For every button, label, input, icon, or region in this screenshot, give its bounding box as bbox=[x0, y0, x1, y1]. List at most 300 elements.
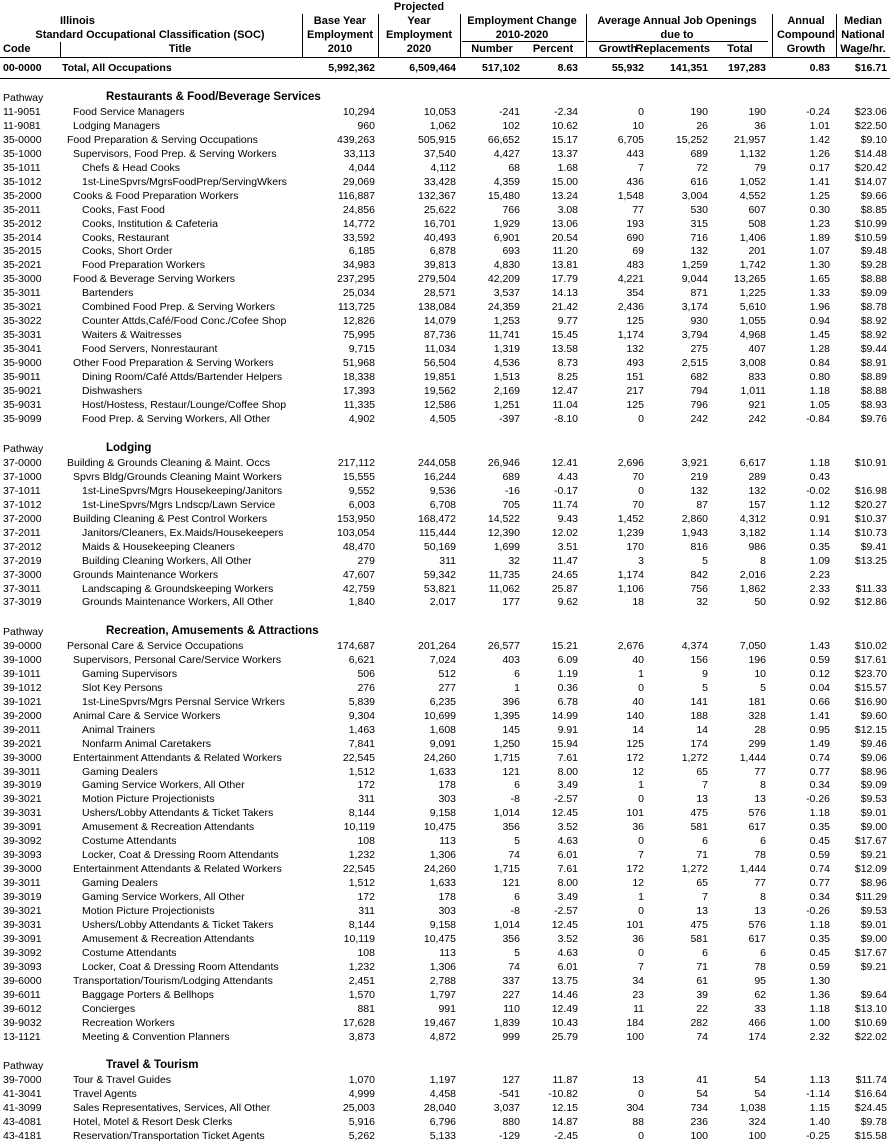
change-number-cell: 3,537 bbox=[493, 287, 520, 299]
projected-employment-cell: 115,444 bbox=[418, 527, 456, 539]
median-wage-cell: $9.01 bbox=[860, 807, 887, 819]
growth-openings-cell: 70 bbox=[632, 499, 644, 511]
total-openings-cell: 132 bbox=[748, 485, 766, 497]
projected-employment-cell: 9,158 bbox=[429, 919, 456, 931]
change-percent-cell: 20.54 bbox=[551, 232, 578, 244]
replacement-openings-cell: 242 bbox=[690, 413, 708, 425]
total-openings-cell: 508 bbox=[748, 218, 766, 230]
total-openings-cell: 3,008 bbox=[739, 357, 766, 369]
change-percent-cell: 8.73 bbox=[557, 357, 578, 369]
change-number-cell: -8 bbox=[510, 905, 520, 917]
base-employment-cell: 506 bbox=[357, 668, 375, 680]
code-cell: 39-0000 bbox=[3, 640, 42, 652]
annual-growth-cell: 1.05 bbox=[809, 399, 830, 411]
change-number-cell: 5 bbox=[514, 835, 520, 847]
total-openings-cell: 78 bbox=[754, 961, 766, 973]
change-header-1: Employment Change bbox=[467, 15, 577, 27]
code-cell: 39-3031 bbox=[3, 807, 42, 819]
growth-openings-cell: 3 bbox=[638, 555, 644, 567]
title-cell: Tour & Travel Guides bbox=[73, 1074, 172, 1086]
median-wage-cell: $8.92 bbox=[860, 315, 887, 327]
projected-employment-cell: 9,158 bbox=[429, 807, 456, 819]
growth-openings-cell: 101 bbox=[626, 919, 644, 931]
projected-employment-cell: 4,505 bbox=[429, 413, 456, 425]
change-percent-cell: 7.61 bbox=[557, 863, 578, 875]
change-number-cell: 1,699 bbox=[493, 541, 520, 553]
replacement-openings-cell: 65 bbox=[696, 877, 708, 889]
total-openings-cell: 1,862 bbox=[739, 583, 766, 595]
replacement-openings-cell: 72 bbox=[696, 162, 708, 174]
projected-employment-cell: 1,633 bbox=[429, 766, 456, 778]
projected-employment-cell: 33,428 bbox=[423, 176, 456, 188]
projected-employment-cell: 40,493 bbox=[423, 232, 456, 244]
median-wage-cell: $20.42 bbox=[854, 162, 887, 174]
openings-underline bbox=[588, 41, 768, 42]
base-employment-cell: 12,826 bbox=[342, 315, 375, 327]
title-cell: Travel Agents bbox=[73, 1088, 137, 1100]
projected-employment-cell: 10,475 bbox=[423, 933, 456, 945]
projected-employment-cell: 10,053 bbox=[423, 106, 456, 118]
median-wage-cell: $9.00 bbox=[860, 933, 887, 945]
change-percent-cell: -2.34 bbox=[554, 106, 578, 118]
title-column-header: Title bbox=[168, 43, 192, 55]
projected-employment-cell: 1,633 bbox=[429, 877, 456, 889]
code-divider bbox=[60, 42, 61, 57]
base-employment-cell: 237,295 bbox=[337, 273, 375, 285]
change-percent-cell: 12.45 bbox=[551, 919, 578, 931]
growth-openings-cell: 2,676 bbox=[617, 640, 644, 652]
title-cell: Reservation/Transportation Ticket Agents bbox=[73, 1130, 265, 1142]
title-cell: Gaming Service Workers, All Other bbox=[82, 779, 245, 791]
change-number-cell: -8 bbox=[510, 793, 520, 805]
projected-employment-cell: 178 bbox=[438, 891, 456, 903]
openings-divider bbox=[772, 14, 773, 57]
projected-employment-cell: 1,306 bbox=[429, 849, 456, 861]
change-number-cell: 356 bbox=[502, 821, 520, 833]
change-number-cell: 121 bbox=[502, 766, 520, 778]
annual-growth-cell: 1.49 bbox=[809, 738, 830, 750]
title-cell: Cooks, Institution & Cafeteria bbox=[82, 218, 218, 230]
total-openings-cell: 576 bbox=[748, 919, 766, 931]
projected-employment-cell: 168,472 bbox=[418, 513, 456, 525]
title-cell: Animal Care & Service Workers bbox=[73, 710, 221, 722]
total-replacement-openings-cell: 141,351 bbox=[670, 62, 708, 74]
change-percent-cell: 8.00 bbox=[557, 766, 578, 778]
code-cell: 35-2011 bbox=[3, 204, 41, 216]
annual-growth-cell: 0.35 bbox=[809, 821, 830, 833]
code-cell: 39-3092 bbox=[3, 835, 42, 847]
code-cell: 37-3019 bbox=[3, 596, 42, 608]
change-percent-cell: 14.13 bbox=[551, 287, 578, 299]
annual-growth-cell: 1.01 bbox=[809, 120, 830, 132]
change-percent-cell: 13.24 bbox=[551, 190, 578, 202]
projected-employment-cell: 178 bbox=[438, 779, 456, 791]
change-percent-cell: 7.61 bbox=[557, 752, 578, 764]
annual-header-1: Annual bbox=[787, 15, 825, 27]
title-cell: Supervisors, Personal Care/Service Workers bbox=[73, 654, 282, 666]
total-openings-cell: 54 bbox=[754, 1088, 766, 1100]
total-base-employment-cell: 5,992,362 bbox=[328, 62, 375, 74]
median-wage-cell: $8.93 bbox=[860, 399, 887, 411]
projected-employment-cell: 11,034 bbox=[424, 343, 456, 355]
total-openings-cell: 466 bbox=[748, 1017, 766, 1029]
base-employment-cell: 172 bbox=[357, 891, 375, 903]
projected-employment-cell: 24,260 bbox=[423, 752, 456, 764]
base-employment-cell: 34,983 bbox=[342, 259, 375, 271]
change-number-cell: 1,715 bbox=[493, 863, 520, 875]
total-openings-cell: 174 bbox=[748, 1031, 766, 1043]
annual-growth-cell: 1.18 bbox=[809, 385, 830, 397]
change-number-cell: 12,390 bbox=[487, 527, 520, 539]
projected-employment-cell: 19,467 bbox=[423, 1017, 456, 1029]
base-employment-cell: 279 bbox=[357, 555, 375, 567]
growth-openings-cell: 493 bbox=[626, 357, 644, 369]
change-number-cell: 6 bbox=[514, 891, 520, 903]
total-openings-cell: 13 bbox=[754, 905, 766, 917]
annual-growth-cell: 0.59 bbox=[809, 961, 830, 973]
projected-employment-cell: 4,872 bbox=[429, 1031, 456, 1043]
base-employment-cell: 276 bbox=[357, 682, 375, 694]
annual-growth-cell: 1.07 bbox=[809, 245, 830, 257]
total-openings-cell: 181 bbox=[748, 696, 766, 708]
change-number-cell: 11,062 bbox=[488, 583, 520, 595]
change-number-cell: 11,735 bbox=[488, 569, 520, 581]
code-cell: 35-3022 bbox=[3, 315, 42, 327]
base-employment-cell: 17,393 bbox=[342, 385, 375, 397]
projected-employment-cell: 14,079 bbox=[423, 315, 456, 327]
change-percent-cell: 9.91 bbox=[557, 724, 578, 736]
median-wage-cell: $9.66 bbox=[860, 190, 887, 202]
total-openings-cell: 5,610 bbox=[739, 301, 766, 313]
replacement-openings-cell: 100 bbox=[690, 1130, 708, 1142]
median-wage-cell: $13.10 bbox=[854, 1003, 887, 1015]
median-wage-cell: $9.28 bbox=[860, 259, 887, 271]
growth-openings-cell: 6,705 bbox=[617, 134, 644, 146]
growth-openings-cell: 1,174 bbox=[617, 569, 644, 581]
annual-growth-cell: 0.66 bbox=[809, 696, 830, 708]
code-cell: 39-1012 bbox=[3, 682, 42, 694]
median-wage-cell: $10.73 bbox=[854, 527, 887, 539]
change-percent-cell: 15.17 bbox=[551, 134, 578, 146]
replacement-openings-cell: 842 bbox=[690, 569, 708, 581]
growth-openings-cell: 436 bbox=[626, 176, 644, 188]
change-percent-cell: 14.46 bbox=[551, 989, 578, 1001]
growth-openings-cell: 12 bbox=[632, 766, 644, 778]
base-employment-cell: 4,902 bbox=[348, 413, 375, 425]
projected-employment-cell: 505,915 bbox=[418, 134, 456, 146]
replacement-openings-cell: 716 bbox=[690, 232, 708, 244]
code-cell: 35-1012 bbox=[3, 176, 42, 188]
base-employment-cell: 174,687 bbox=[337, 640, 375, 652]
total-openings-cell: 328 bbox=[748, 710, 766, 722]
title-cell: Locker, Coat & Dressing Room Attendants bbox=[82, 961, 279, 973]
total-openings-cell: 6 bbox=[760, 835, 766, 847]
annual-growth-cell: 0.84 bbox=[809, 357, 830, 369]
total-total-openings-cell: 197,283 bbox=[728, 62, 766, 74]
annual-growth-cell: 1.23 bbox=[809, 218, 830, 230]
growth-openings-cell: 70 bbox=[632, 471, 644, 483]
total-openings-cell: 3,182 bbox=[739, 527, 766, 539]
median-wage-cell: $17.67 bbox=[854, 947, 887, 959]
change-number-cell: 5 bbox=[514, 947, 520, 959]
total-openings-cell: 921 bbox=[748, 399, 766, 411]
change-percent-cell: 6.09 bbox=[557, 654, 578, 666]
median-wage-cell: $8.78 bbox=[860, 301, 887, 313]
base-employment-cell: 22,545 bbox=[342, 863, 375, 875]
code-cell: 35-9099 bbox=[3, 413, 42, 425]
title-cell: Landscaping & Groundskeeping Workers bbox=[82, 583, 274, 595]
title-cell: Cooks & Food Preparation Workers bbox=[73, 190, 239, 202]
change-number-cell: 32 bbox=[508, 555, 520, 567]
projected-employment-cell: 9,536 bbox=[429, 485, 456, 497]
total-openings-cell: 1,055 bbox=[739, 315, 766, 327]
code-cell: 35-3031 bbox=[3, 329, 42, 341]
replacement-openings-cell: 1,259 bbox=[681, 259, 708, 271]
title-cell: Spvrs Bldg/Grounds Cleaning Maint Workers bbox=[73, 471, 282, 483]
annual-growth-cell: 0.77 bbox=[809, 766, 830, 778]
title-cell: Waiters & Waitresses bbox=[82, 329, 182, 341]
annual-growth-cell: 0.35 bbox=[809, 541, 830, 553]
code-column-header: Code bbox=[3, 43, 31, 55]
annual-growth-cell: 0.12 bbox=[809, 668, 830, 680]
state-label: Illinois bbox=[60, 15, 95, 27]
title-cell: Host/Hostess, Restaur/Lounge/Coffee Shop bbox=[82, 399, 287, 411]
base-employment-cell: 1,570 bbox=[348, 989, 375, 1001]
annual-growth-cell: 1.33 bbox=[809, 287, 830, 299]
base-employment-cell: 2,451 bbox=[348, 975, 375, 987]
median-wage-cell: $8.85 bbox=[860, 204, 887, 216]
annual-header-3: Growth bbox=[786, 43, 826, 55]
growth-openings-cell: 0 bbox=[638, 682, 644, 694]
code-cell: 39-3093 bbox=[3, 961, 42, 973]
title-cell: Gaming Dealers bbox=[82, 766, 158, 778]
change-percent-cell: 6.01 bbox=[557, 849, 578, 861]
base-divider bbox=[378, 14, 379, 57]
annual-growth-cell: 0.77 bbox=[809, 877, 830, 889]
code-cell: 41-3099 bbox=[3, 1102, 42, 1114]
base-employment-cell: 311 bbox=[358, 905, 375, 917]
change-number-cell: 1,929 bbox=[493, 218, 520, 230]
base-employment-cell: 22,545 bbox=[342, 752, 375, 764]
median-header-1: Median bbox=[844, 15, 882, 27]
change-percent-cell: -10.82 bbox=[548, 1088, 578, 1100]
total-openings-cell: 10 bbox=[754, 668, 766, 680]
growth-openings-cell: 88 bbox=[632, 1116, 644, 1128]
total-openings-cell: 289 bbox=[748, 471, 766, 483]
base-employment-cell: 6,185 bbox=[348, 245, 375, 257]
projected-employment-cell: 6,235 bbox=[429, 696, 456, 708]
pathway-title: Travel & Tourism bbox=[106, 1059, 199, 1071]
title-cell: 1st-LineSpvrs/Mgrs Housekeeping/Janitors bbox=[82, 485, 283, 497]
replacement-openings-cell: 4,374 bbox=[681, 640, 708, 652]
change-percent-cell: 11.87 bbox=[552, 1074, 578, 1086]
growth-openings-cell: 14 bbox=[632, 724, 644, 736]
replacement-openings-cell: 132 bbox=[690, 485, 708, 497]
replacement-openings-cell: 1,272 bbox=[681, 752, 708, 764]
median-wage-cell: $12.09 bbox=[854, 863, 887, 875]
replacement-openings-cell: 734 bbox=[690, 1102, 708, 1114]
code-cell: 35-1011 bbox=[3, 162, 41, 174]
median-wage-cell: $10.69 bbox=[854, 1017, 887, 1029]
projected-employment-cell: 138,084 bbox=[418, 301, 456, 313]
pathway-label: Pathway bbox=[3, 1060, 44, 1072]
base-employment-cell: 8,144 bbox=[348, 919, 375, 931]
total-openings-cell: 78 bbox=[754, 849, 766, 861]
annual-growth-cell: 1.36 bbox=[809, 989, 830, 1001]
growth-openings-cell: 483 bbox=[626, 259, 644, 271]
annual-growth-cell: 1.96 bbox=[809, 301, 830, 313]
change-number-cell: 880 bbox=[502, 1116, 520, 1128]
title-cell: Cooks, Short Order bbox=[82, 245, 173, 257]
annual-growth-cell: 0.91 bbox=[809, 513, 830, 525]
median-wage-cell: $22.50 bbox=[854, 120, 887, 132]
growth-openings-cell: 18 bbox=[632, 596, 644, 608]
growth-openings-cell: 23 bbox=[632, 989, 644, 1001]
code-cell: 35-9000 bbox=[3, 357, 42, 369]
title-cell: Slot Key Persons bbox=[82, 682, 163, 694]
code-cell: 37-2000 bbox=[3, 513, 42, 525]
change-percent-cell: 12.15 bbox=[551, 1102, 578, 1114]
title-cell: Entertainment Attendants & Related Workers bbox=[73, 752, 282, 764]
total-openings-cell: 79 bbox=[754, 162, 766, 174]
median-wage-cell: $8.88 bbox=[860, 385, 887, 397]
annual-growth-cell: 1.41 bbox=[809, 176, 830, 188]
projected-employment-cell: 277 bbox=[438, 682, 456, 694]
change-number-cell: 42,209 bbox=[487, 273, 520, 285]
replacement-openings-cell: 930 bbox=[690, 315, 708, 327]
total-openings-cell: 196 bbox=[748, 654, 766, 666]
title-cell: Concierges bbox=[82, 1003, 136, 1015]
change-percent-cell: 12.41 bbox=[551, 457, 578, 469]
base-employment-cell: 29,069 bbox=[342, 176, 375, 188]
base-employment-cell: 113,725 bbox=[337, 301, 375, 313]
change-number-cell: 4,536 bbox=[493, 357, 520, 369]
change-number-cell: -129 bbox=[498, 1130, 520, 1142]
replacement-openings-cell: 26 bbox=[696, 120, 708, 132]
change-number-cell: 396 bbox=[502, 696, 520, 708]
total-openings-cell: 1,444 bbox=[739, 752, 766, 764]
code-cell: 39-2000 bbox=[3, 710, 42, 722]
replacement-openings-cell: 87 bbox=[696, 499, 708, 511]
growth-openings-cell: 170 bbox=[626, 541, 644, 553]
median-wage-cell: $23.06 bbox=[854, 106, 887, 118]
annual-growth-cell: 1.41 bbox=[809, 710, 830, 722]
total-openings-cell: 13 bbox=[754, 793, 766, 805]
change-percent-cell: 13.37 bbox=[551, 148, 578, 160]
projected-employment-cell: 59,342 bbox=[423, 569, 456, 581]
base-employment-cell: 5,839 bbox=[348, 696, 375, 708]
total-openings-cell: 6 bbox=[760, 947, 766, 959]
code-cell: 35-1000 bbox=[3, 148, 42, 160]
change-percent-cell: 11.47 bbox=[552, 555, 578, 567]
title-cell: Dishwashers bbox=[82, 385, 143, 397]
growth-openings-cell: 0 bbox=[638, 1088, 644, 1100]
projected-employment-cell: 113 bbox=[439, 835, 456, 847]
change-number-cell: 74 bbox=[508, 849, 520, 861]
code-cell: 11-9081 bbox=[3, 120, 41, 132]
base-employment-cell: 10,119 bbox=[343, 821, 375, 833]
base-employment-cell: 11,335 bbox=[343, 399, 375, 411]
code-cell: 35-2021 bbox=[3, 259, 42, 271]
annual-growth-cell: -0.26 bbox=[806, 905, 830, 917]
change-percent-cell: 15.00 bbox=[551, 176, 578, 188]
title-cell: Transportation/Tourism/Lodging Attendants bbox=[73, 975, 273, 987]
code-cell: 41-3041 bbox=[3, 1088, 42, 1100]
title-cell: 1st-LineSpvrs/MgrsFoodPrep/ServingWkers bbox=[82, 176, 287, 188]
title-cell: Dining Room/Café Attds/Bartender Helpers bbox=[82, 371, 283, 383]
projected-employment-cell: 4,112 bbox=[430, 162, 456, 174]
annual-growth-cell: -0.84 bbox=[806, 413, 830, 425]
median-wage-cell: $9.10 bbox=[860, 134, 887, 146]
change-percent-cell: 4.63 bbox=[557, 835, 578, 847]
base-employment-cell: 51,968 bbox=[342, 357, 375, 369]
annual-growth-cell: 0.35 bbox=[809, 933, 830, 945]
title-cell: Baggage Porters & Bellhops bbox=[82, 989, 214, 1001]
title-cell: Food Preparation Workers bbox=[82, 259, 205, 271]
growth-openings-cell: 12 bbox=[632, 877, 644, 889]
growth-openings-cell: 7 bbox=[638, 849, 644, 861]
growth-openings-cell: 40 bbox=[632, 696, 644, 708]
change-number-cell: 145 bbox=[502, 724, 520, 736]
code-cell: 39-9032 bbox=[3, 1017, 42, 1029]
change-percent-cell: 3.51 bbox=[557, 541, 578, 553]
median-wage-cell: $9.21 bbox=[860, 849, 887, 861]
growth-openings-cell: 0 bbox=[638, 106, 644, 118]
openings-header-1: Average Annual Job Openings bbox=[597, 15, 757, 27]
change-percent-cell: 12.02 bbox=[551, 527, 578, 539]
annual-growth-cell: 0.59 bbox=[809, 849, 830, 861]
soc-label: Standard Occupational Classification (SOC) bbox=[35, 29, 265, 41]
annual-growth-cell: 2.32 bbox=[809, 1031, 830, 1043]
annual-growth-cell: 0.80 bbox=[809, 371, 830, 383]
code-cell: 39-3000 bbox=[3, 752, 42, 764]
projected-employment-cell: 19,851 bbox=[423, 371, 456, 383]
replacement-openings-cell: 3,174 bbox=[681, 301, 708, 313]
title-cell: Counter Attds,Café/Food Conc./Cofee Shop bbox=[82, 315, 287, 327]
total-openings-cell: 95 bbox=[754, 975, 766, 987]
change-percent-cell: 8.00 bbox=[557, 877, 578, 889]
total-openings-cell: 986 bbox=[748, 541, 766, 553]
change-percent-cell: -2.57 bbox=[554, 905, 578, 917]
projected-employment-cell: 25,622 bbox=[423, 204, 456, 216]
annual-growth-cell: 0.17 bbox=[809, 162, 830, 174]
change-number-cell: 705 bbox=[502, 499, 520, 511]
title-cell: Cooks, Restaurant bbox=[82, 232, 169, 244]
replacement-openings-cell: 71 bbox=[696, 961, 708, 973]
change-percent-cell: 13.75 bbox=[551, 975, 578, 987]
change-divider bbox=[586, 14, 587, 57]
title-cell: Other Food Preparation & Serving Workers bbox=[73, 357, 274, 369]
projected-employment-cell: 1,608 bbox=[429, 724, 456, 736]
annual-growth-cell: 1.45 bbox=[809, 329, 830, 341]
code-cell: 35-2000 bbox=[3, 190, 42, 202]
growth-openings-cell: 354 bbox=[626, 287, 644, 299]
change-number-cell: -241 bbox=[498, 106, 520, 118]
median-wage-cell: $8.89 bbox=[860, 371, 887, 383]
title-cell: Motion Picture Projectionists bbox=[82, 793, 215, 805]
annual-growth-cell: 1.00 bbox=[809, 1017, 830, 1029]
growth-openings-cell: 125 bbox=[626, 399, 644, 411]
title-cell: Amusement & Recreation Attendants bbox=[82, 933, 255, 945]
annual-growth-cell: 0.92 bbox=[809, 596, 830, 608]
projected-employment-cell: 311 bbox=[439, 555, 456, 567]
change-number-cell: 24,359 bbox=[487, 301, 520, 313]
growth-openings-cell: 7 bbox=[638, 961, 644, 973]
annual-growth-cell: 0.94 bbox=[809, 315, 830, 327]
change-number-cell: 177 bbox=[502, 596, 520, 608]
growth-openings-cell: 690 bbox=[626, 232, 644, 244]
change-percent-cell: 25.79 bbox=[551, 1031, 578, 1043]
